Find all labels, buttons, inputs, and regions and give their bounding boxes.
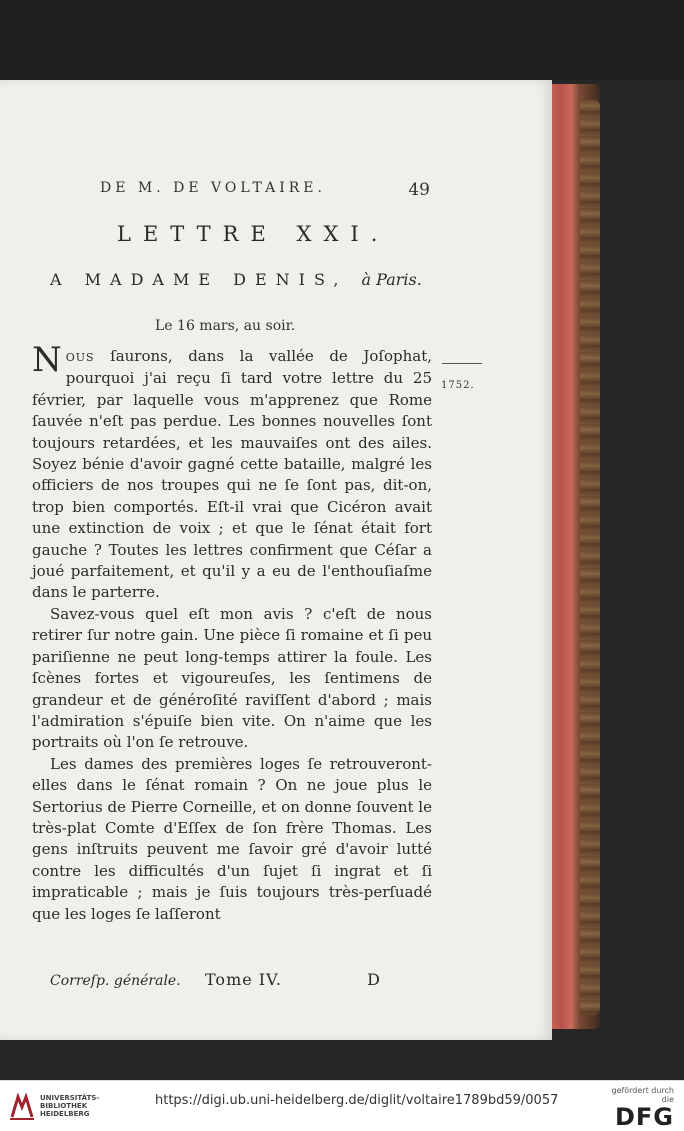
dfg-logo[interactable]	[599, 1086, 674, 1131]
recipient-name: A MADAME DENIS,	[50, 270, 348, 289]
page-number: 49	[408, 180, 430, 200]
running-head-title: DE M. DE VOLTAIRE.	[100, 180, 326, 196]
library-seal-icon	[8, 1093, 36, 1121]
paragraph-1	[32, 340, 432, 604]
library-name: UNIVERSITÄTS- BIBLIOTHEK HEIDELBERG	[40, 1094, 100, 1118]
paragraph-2: Savez-vous quel eſt mon avis ? c'eſt de nous retirer ſur notre gain. Une pièce ſi romaine et ſi peu pariſienne ne peut long-temps attirer la foule. Les ſcènes fortes et vigoureuſes, les ſentimens de grandeur et de généroſité raviſſent d'abord ; mais l'admiration s'épuiſe bien vite. On n'aime que les portraits où l'on ſe retrouve.	[32, 604, 432, 752]
margin-year: 1752.	[441, 380, 475, 391]
margin-rule	[442, 363, 482, 364]
footer-corresp: Correſp. générale.	[50, 973, 181, 989]
drop-cap-smallcaps: OUS	[65, 351, 95, 364]
scan-top-dark	[0, 0, 684, 80]
running-head	[100, 180, 430, 200]
recipient-place: à Paris.	[361, 270, 422, 289]
paragraph-1-text: ſaurons, dans la vallée de Joſophat, pourquoi j'ai reçu ſi tard votre lettre du 25 février, par laquelle vous m'apprenez que Rome ſauvée n'eſt pas perdue. Les bonnes nouvelles ſont toujours retardées, et les mauvaiſes ont des ailes. Soyez bénie d'avoir gagné cette bataille, malgré les officiers de nos troupes qui ne ſe ſont pas, dit-on, trop bien comportés. Eſt-il vrai que Cicéron avait une extinction de voix ; et que le ſénat était fort gauche ? Toutes les lettres confirment que Céſar a joué parfaitement, et qu'il y a eu de l'enthouſiaſme dans le parterre.	[32, 347, 432, 602]
page-footer	[50, 970, 380, 989]
letter-body	[32, 340, 432, 925]
letter-recipient	[50, 270, 450, 289]
funded-by-text: gefördert durch die	[611, 1086, 674, 1104]
footer-tome: Tome IV.	[205, 970, 282, 989]
drop-cap: N	[32, 340, 62, 380]
book-page	[0, 80, 552, 1040]
library-logo[interactable]	[8, 1091, 128, 1123]
dfg-wordmark: DFG	[614, 1103, 674, 1131]
book-spine-marbling	[580, 100, 600, 1015]
footer-signature: D	[367, 970, 380, 989]
letter-dateline: Le 16 mars, au soir.	[155, 318, 296, 334]
paragraph-3: Les dames des premières loges ſe retrouveront-elles dans le ſénat romain ? On ne joue plus le Sertorius de Pierre Corneille, et on donne ſouvent le très-plat Comte d'Eſſex de ſon frère Thomas. Les gens inſtruits peuvent me ſavoir gré d'avoir lutté contre les difficultés d'un ſujet ſi ingrat et ſi impraticable ; mais je ſuis toujours très-perſuadé que les loges ſe laſſeront	[32, 754, 432, 923]
permalink-url[interactable]: https://digi.ub.uni-heidelberg.de/diglit/voltaire1789bd59/0057	[155, 1093, 559, 1108]
letter-title: LETTRE XXI.	[117, 222, 390, 246]
viewer-bottom-bar	[0, 1080, 684, 1131]
